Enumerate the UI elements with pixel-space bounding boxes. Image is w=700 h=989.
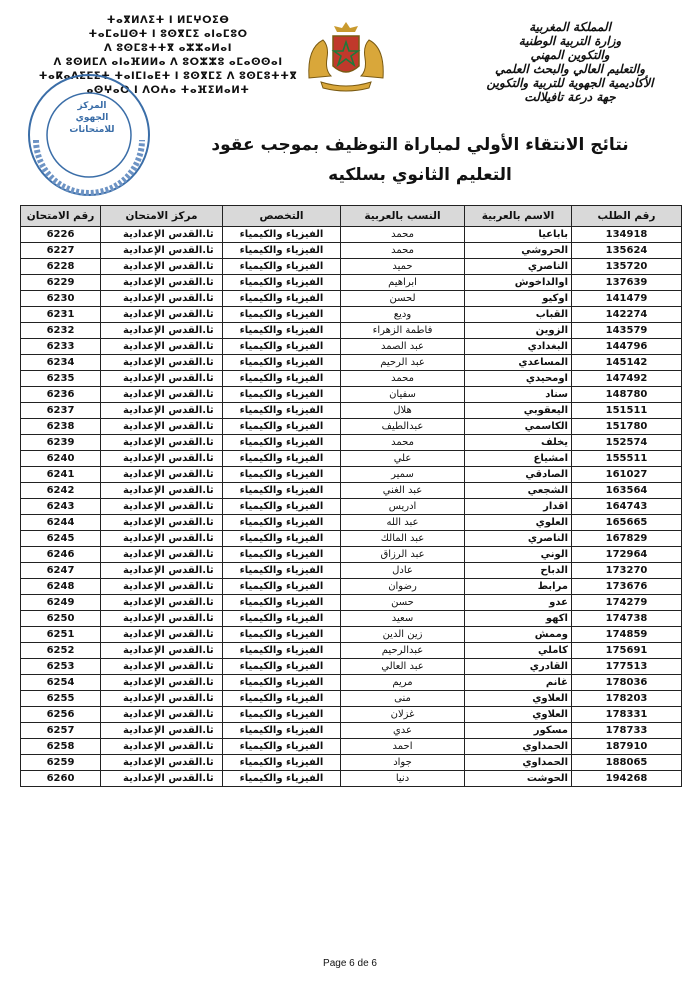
- cell-last-name: الزوين: [465, 323, 572, 339]
- cell-exam-no: 6227: [21, 243, 101, 259]
- cell-specialty: الفيزياء والكيمياء: [223, 403, 341, 419]
- cell-last-name: اومحيدي: [465, 371, 572, 387]
- cell-specialty: الفيزياء والكيمياء: [223, 243, 341, 259]
- cell-exam-center: ثا.القدس الإعدادية: [101, 275, 223, 291]
- cell-candidate-no: 163564: [572, 483, 682, 499]
- cell-first-name: غزلان: [341, 707, 465, 723]
- cell-exam-center: ثا.القدس الإعدادية: [101, 307, 223, 323]
- cell-specialty: الفيزياء والكيمياء: [223, 355, 341, 371]
- cell-specialty: الفيزياء والكيمياء: [223, 627, 341, 643]
- cell-candidate-no: 175691: [572, 643, 682, 659]
- cell-specialty: الفيزياء والكيمياء: [223, 611, 341, 627]
- cell-exam-center: ثا.القدس الإعدادية: [101, 563, 223, 579]
- cell-candidate-no: 194268: [572, 771, 682, 787]
- cell-candidate-no: 173270: [572, 563, 682, 579]
- tifinagh-line: ⴷ ⵓⵙⵍⵎⴷ ⴰⵏⴰⴼⵍⵍⴰ ⴷ ⵓⵔⵣⵣⵓ ⴰⵎⴰⵙⵙⴰⵏ: [53, 57, 283, 68]
- cell-exam-no: 6253: [21, 659, 101, 675]
- cell-exam-no: 6259: [21, 755, 101, 771]
- table-row: [21, 467, 682, 483]
- cell-specialty: الفيزياء والكيمياء: [223, 595, 341, 611]
- cell-candidate-no: 142274: [572, 307, 682, 323]
- cell-candidate-no: 134918: [572, 227, 682, 243]
- cell-first-name: لحسن: [341, 291, 465, 307]
- cell-specialty: الفيزياء والكيمياء: [223, 227, 341, 243]
- table-row: [21, 387, 682, 403]
- table-row: [21, 227, 682, 243]
- cell-exam-no: 6252: [21, 643, 101, 659]
- cell-exam-no: 6243: [21, 499, 101, 515]
- cell-exam-center: ثا.القدس الإعدادية: [101, 723, 223, 739]
- cell-exam-center: ثا.القدس الإعدادية: [101, 371, 223, 387]
- cell-candidate-no: 178733: [572, 723, 682, 739]
- table-row: [21, 403, 682, 419]
- cell-last-name: كاملي: [465, 643, 572, 659]
- tifinagh-line: ⴰⵙⵖⴰⵔ ⵏ ⴷⵔⵄⴰ ⵜⴰⴼⵉⵍⴰⵍⵜ: [86, 85, 250, 96]
- table-row: [21, 547, 682, 563]
- table-row: [21, 771, 682, 787]
- cell-exam-center: ثا.القدس الإعدادية: [101, 755, 223, 771]
- cell-specialty: الفيزياء والكيمياء: [223, 307, 341, 323]
- header-exam-no: رقم الامتحان: [21, 206, 101, 227]
- cell-exam-center: ثا.القدس الإعدادية: [101, 403, 223, 419]
- cell-candidate-no: 174859: [572, 627, 682, 643]
- cell-exam-no: 6245: [21, 531, 101, 547]
- cell-first-name: هلال: [341, 403, 465, 419]
- cell-exam-no: 6232: [21, 323, 101, 339]
- cell-last-name: العلاوي: [465, 707, 572, 723]
- cell-exam-no: 6238: [21, 419, 101, 435]
- cell-exam-no: 6233: [21, 339, 101, 355]
- cell-exam-center: ثا.القدس الإعدادية: [101, 611, 223, 627]
- cell-candidate-no: 172964: [572, 547, 682, 563]
- header-exam-center: مركز الامتحان: [101, 206, 223, 227]
- cell-first-name: رضوان: [341, 579, 465, 595]
- cell-last-name: البغدادي: [465, 339, 572, 355]
- tifinagh-line: ⵜⴰⴽⴰⴷⵉⵎⵉⵜ ⵜⴰⵏⵎⵏⴰⴹⵜ ⵏ ⵓⵙⴳⵎⵉ ⴷ ⵓⵙⵎⵓⵜⵜⴳ: [38, 71, 298, 82]
- cell-exam-no: 6247: [21, 563, 101, 579]
- table-header-row: [21, 206, 682, 227]
- cell-last-name: اقدار: [465, 499, 572, 515]
- table-row: [21, 755, 682, 771]
- ministry-line: جهة درعة تافيلالت: [524, 90, 616, 104]
- cell-exam-no: 6236: [21, 387, 101, 403]
- cell-exam-center: ثا.القدس الإعدادية: [101, 675, 223, 691]
- cell-first-name: محمد: [341, 371, 465, 387]
- header-ministry-block: [460, 20, 680, 104]
- stamp-line: المركز: [77, 101, 107, 111]
- cell-specialty: الفيزياء والكيمياء: [223, 723, 341, 739]
- cell-exam-center: ثا.القدس الإعدادية: [101, 435, 223, 451]
- tifinagh-line: ⵜⴰⴳⵍⴷⵉⵜ ⵏ ⵍⵎⵖⵔⵉⴱ: [106, 15, 230, 26]
- ministry-line: والتكوين المهني: [530, 48, 610, 62]
- cell-first-name: عبدالطيف: [341, 419, 465, 435]
- results-table-wrapper: [20, 205, 681, 787]
- table-row: [21, 355, 682, 371]
- cell-last-name: يخلف: [465, 435, 572, 451]
- table-row: [21, 691, 682, 707]
- cell-first-name: عادل: [341, 563, 465, 579]
- cell-exam-no: 6235: [21, 371, 101, 387]
- cell-first-name: فاطمة الزهراء: [341, 323, 465, 339]
- cell-specialty: الفيزياء والكيمياء: [223, 691, 341, 707]
- cell-candidate-no: 161027: [572, 467, 682, 483]
- cell-first-name: عبدالرحيم: [341, 643, 465, 659]
- table-row: [21, 595, 682, 611]
- document-title: [150, 130, 690, 190]
- cell-first-name: عبد العالي: [341, 659, 465, 675]
- table-row: [21, 675, 682, 691]
- cell-candidate-no: 135624: [572, 243, 682, 259]
- cell-exam-no: 6241: [21, 467, 101, 483]
- cell-candidate-no: 164743: [572, 499, 682, 515]
- cell-first-name: جواد: [341, 755, 465, 771]
- cell-last-name: وممش: [465, 627, 572, 643]
- cell-exam-center: ثا.القدس الإعدادية: [101, 243, 223, 259]
- cell-last-name: سناد: [465, 387, 572, 403]
- cell-exam-center: ثا.القدس الإعدادية: [101, 707, 223, 723]
- header-first-name: النسب بالعربية: [341, 206, 465, 227]
- cell-specialty: الفيزياء والكيمياء: [223, 563, 341, 579]
- cell-specialty: الفيزياء والكيمياء: [223, 771, 341, 787]
- cell-exam-no: 6254: [21, 675, 101, 691]
- cell-first-name: عبد الله: [341, 515, 465, 531]
- cell-candidate-no: 178331: [572, 707, 682, 723]
- cell-exam-center: ثا.القدس الإعدادية: [101, 627, 223, 643]
- cell-specialty: الفيزياء والكيمياء: [223, 547, 341, 563]
- cell-specialty: الفيزياء والكيمياء: [223, 675, 341, 691]
- cell-exam-no: 6244: [21, 515, 101, 531]
- cell-candidate-no: 178203: [572, 691, 682, 707]
- cell-first-name: احمد: [341, 739, 465, 755]
- cell-exam-no: 6257: [21, 723, 101, 739]
- cell-first-name: عبد المالك: [341, 531, 465, 547]
- cell-first-name: سمير: [341, 467, 465, 483]
- cell-last-name: القادري: [465, 659, 572, 675]
- cell-candidate-no: 187910: [572, 739, 682, 755]
- table-row: [21, 323, 682, 339]
- ministry-line: المملكة المغربية: [529, 20, 611, 34]
- cell-exam-center: ثا.القدس الإعدادية: [101, 259, 223, 275]
- cell-candidate-no: 178036: [572, 675, 682, 691]
- table-row: [21, 723, 682, 739]
- stamp-line: الجهوي: [75, 113, 109, 123]
- cell-candidate-no: 152574: [572, 435, 682, 451]
- cell-exam-no: 6249: [21, 595, 101, 611]
- cell-last-name: عدو: [465, 595, 572, 611]
- cell-last-name: القباب: [465, 307, 572, 323]
- cell-exam-center: ثا.القدس الإعدادية: [101, 659, 223, 675]
- cell-first-name: عدي: [341, 723, 465, 739]
- cell-first-name: وديع: [341, 307, 465, 323]
- cell-specialty: الفيزياء والكيمياء: [223, 515, 341, 531]
- table-row: [21, 275, 682, 291]
- cell-exam-center: ثا.القدس الإعدادية: [101, 483, 223, 499]
- cell-first-name: حسن: [341, 595, 465, 611]
- cell-exam-no: 6228: [21, 259, 101, 275]
- cell-exam-center: ثا.القدس الإعدادية: [101, 323, 223, 339]
- cell-last-name: اوكيو: [465, 291, 572, 307]
- table-row: [21, 451, 682, 467]
- header-candidate-no: رقم الطلب: [572, 206, 682, 227]
- cell-exam-center: ثا.القدس الإعدادية: [101, 691, 223, 707]
- cell-candidate-no: 188065: [572, 755, 682, 771]
- cell-last-name: الناصري: [465, 531, 572, 547]
- cell-specialty: الفيزياء والكيمياء: [223, 707, 341, 723]
- cell-last-name: المساعدي: [465, 355, 572, 371]
- cell-exam-no: 6260: [21, 771, 101, 787]
- cell-first-name: ادريس: [341, 499, 465, 515]
- table-row: [21, 611, 682, 627]
- cell-candidate-no: 137639: [572, 275, 682, 291]
- cell-specialty: الفيزياء والكيمياء: [223, 499, 341, 515]
- cell-exam-no: 6239: [21, 435, 101, 451]
- cell-first-name: ابراهيم: [341, 275, 465, 291]
- cell-last-name: الوني: [465, 547, 572, 563]
- cell-exam-center: ثا.القدس الإعدادية: [101, 643, 223, 659]
- cell-last-name: امشياع: [465, 451, 572, 467]
- cell-candidate-no: 151780: [572, 419, 682, 435]
- cell-exam-center: ثا.القدس الإعدادية: [101, 339, 223, 355]
- cell-specialty: الفيزياء والكيمياء: [223, 467, 341, 483]
- cell-exam-center: ثا.القدس الإعدادية: [101, 531, 223, 547]
- cell-exam-center: ثا.القدس الإعدادية: [101, 227, 223, 243]
- cell-exam-no: 6237: [21, 403, 101, 419]
- cell-last-name: الكاسمي: [465, 419, 572, 435]
- cell-exam-no: 6242: [21, 483, 101, 499]
- cell-specialty: الفيزياء والكيمياء: [223, 259, 341, 275]
- cell-exam-no: 6230: [21, 291, 101, 307]
- cell-last-name: العلاوي: [465, 691, 572, 707]
- cell-exam-center: ثا.القدس الإعدادية: [101, 387, 223, 403]
- cell-candidate-no: 167829: [572, 531, 682, 547]
- cell-specialty: الفيزياء والكيمياء: [223, 755, 341, 771]
- cell-specialty: الفيزياء والكيمياء: [223, 323, 341, 339]
- cell-first-name: عبد الغني: [341, 483, 465, 499]
- table-row: [21, 739, 682, 755]
- cell-candidate-no: 143579: [572, 323, 682, 339]
- cell-exam-no: 6229: [21, 275, 101, 291]
- cell-specialty: الفيزياء والكيمياء: [223, 339, 341, 355]
- cell-specialty: الفيزياء والكيمياء: [223, 643, 341, 659]
- cell-exam-no: 6258: [21, 739, 101, 755]
- cell-exam-center: ثا.القدس الإعدادية: [101, 547, 223, 563]
- cell-exam-center: ثا.القدس الإعدادية: [101, 467, 223, 483]
- cell-specialty: الفيزياء والكيمياء: [223, 659, 341, 675]
- table-body: [21, 227, 682, 787]
- cell-last-name: اليعقوبي: [465, 403, 572, 419]
- cell-candidate-no: 174738: [572, 611, 682, 627]
- cell-exam-center: ثا.القدس الإعدادية: [101, 595, 223, 611]
- cell-specialty: الفيزياء والكيمياء: [223, 387, 341, 403]
- cell-first-name: زين الدين: [341, 627, 465, 643]
- cell-specialty: الفيزياء والكيمياء: [223, 451, 341, 467]
- cell-exam-no: 6226: [21, 227, 101, 243]
- stamp-line: للامتحانات: [69, 125, 115, 135]
- cell-first-name: دنيا: [341, 771, 465, 787]
- cell-exam-center: ثا.القدس الإعدادية: [101, 499, 223, 515]
- cell-first-name: عبد الرحيم: [341, 355, 465, 371]
- cell-last-name: الحروشي: [465, 243, 572, 259]
- table-row: [21, 579, 682, 595]
- table-row: [21, 259, 682, 275]
- coat-of-arms-icon: [303, 18, 389, 94]
- cell-first-name: محمد: [341, 435, 465, 451]
- cell-specialty: الفيزياء والكيمياء: [223, 531, 341, 547]
- table-row: [21, 531, 682, 547]
- cell-candidate-no: 144796: [572, 339, 682, 355]
- cell-candidate-no: 174279: [572, 595, 682, 611]
- cell-last-name: الدباح: [465, 563, 572, 579]
- ministry-line: الأكاديمية الجهوية للتربية والتكوين: [486, 76, 654, 90]
- cell-exam-no: 6251: [21, 627, 101, 643]
- cell-specialty: الفيزياء والكيمياء: [223, 435, 341, 451]
- results-table: [20, 205, 682, 787]
- cell-exam-center: ثا.القدس الإعدادية: [101, 579, 223, 595]
- title-line-2: التعليم الثانوي بسلكيه: [328, 165, 512, 185]
- cell-exam-center: ثا.القدس الإعدادية: [101, 355, 223, 371]
- tifinagh-line: ⵜⴰⵎⴰⵡⵙⵜ ⵏ ⵓⵙⴳⵎⵉ ⴰⵏⴰⵎⵓⵔ: [88, 29, 248, 40]
- table-row: [21, 339, 682, 355]
- cell-last-name: باباعيا: [465, 227, 572, 243]
- cell-first-name: علي: [341, 451, 465, 467]
- cell-specialty: الفيزياء والكيمياء: [223, 739, 341, 755]
- cell-last-name: مرابط: [465, 579, 572, 595]
- cell-last-name: الشجعي: [465, 483, 572, 499]
- cell-last-name: اكهو: [465, 611, 572, 627]
- cell-first-name: مريم: [341, 675, 465, 691]
- table-row: [21, 419, 682, 435]
- table-row: [21, 483, 682, 499]
- cell-last-name: الحمداوي: [465, 755, 572, 771]
- table-row: [21, 659, 682, 675]
- table-row: [21, 499, 682, 515]
- cell-exam-center: ثا.القدس الإعدادية: [101, 771, 223, 787]
- cell-last-name: الحوشت: [465, 771, 572, 787]
- table-row: [21, 627, 682, 643]
- cell-exam-no: 6240: [21, 451, 101, 467]
- table-row: [21, 435, 682, 451]
- cell-candidate-no: 151511: [572, 403, 682, 419]
- cell-candidate-no: 141479: [572, 291, 682, 307]
- cell-exam-no: 6250: [21, 611, 101, 627]
- cell-candidate-no: 155511: [572, 451, 682, 467]
- ministry-line: وزارة التربية الوطنية: [518, 34, 622, 48]
- cell-first-name: منى: [341, 691, 465, 707]
- cell-first-name: سعيد: [341, 611, 465, 627]
- header-last-name: الاسم بالعربية: [465, 206, 572, 227]
- tifinagh-line: ⴷ ⵓⵙⵎⵓⵜⵜⴳ ⴰⵣⵣⴰⵍⴰⵏ: [104, 43, 232, 54]
- cell-exam-no: 6248: [21, 579, 101, 595]
- cell-candidate-no: 173676: [572, 579, 682, 595]
- table-row: [21, 515, 682, 531]
- cell-first-name: سفيان: [341, 387, 465, 403]
- cell-last-name: الصادقي: [465, 467, 572, 483]
- cell-specialty: الفيزياء والكيمياء: [223, 371, 341, 387]
- cell-candidate-no: 148780: [572, 387, 682, 403]
- cell-specialty: الفيزياء والكيمياء: [223, 579, 341, 595]
- cell-last-name: الحمداوي: [465, 739, 572, 755]
- cell-exam-center: ثا.القدس الإعدادية: [101, 515, 223, 531]
- cell-candidate-no: 165665: [572, 515, 682, 531]
- table-row: [21, 291, 682, 307]
- cell-candidate-no: 145142: [572, 355, 682, 371]
- table-row: [21, 371, 682, 387]
- table-row: [21, 243, 682, 259]
- cell-first-name: عبد الصمد: [341, 339, 465, 355]
- cell-exam-no: 6255: [21, 691, 101, 707]
- cell-last-name: غانم: [465, 675, 572, 691]
- cell-exam-center: ثا.القدس الإعدادية: [101, 419, 223, 435]
- cell-candidate-no: 147492: [572, 371, 682, 387]
- cell-candidate-no: 135720: [572, 259, 682, 275]
- cell-last-name: الناصري: [465, 259, 572, 275]
- cell-first-name: محمد: [341, 243, 465, 259]
- page-number: Page 6 de 6: [323, 958, 377, 969]
- table-row: [21, 643, 682, 659]
- cell-first-name: حميد: [341, 259, 465, 275]
- cell-specialty: الفيزياء والكيمياء: [223, 291, 341, 307]
- cell-first-name: محمد: [341, 227, 465, 243]
- table-row: [21, 707, 682, 723]
- title-line-1: نتائج الانتقاء الأولي لمباراة التوظيف بموجب عقود: [211, 135, 629, 155]
- cell-exam-center: ثا.القدس الإعدادية: [101, 451, 223, 467]
- ministry-line: والتعليم العالي والبحث العلمي: [494, 62, 646, 76]
- table-row: [21, 563, 682, 579]
- cell-specialty: الفيزياء والكيمياء: [223, 275, 341, 291]
- stamp-text: [52, 100, 132, 136]
- cell-specialty: الفيزياء والكيمياء: [223, 483, 341, 499]
- cell-exam-no: 6256: [21, 707, 101, 723]
- cell-exam-no: 6234: [21, 355, 101, 371]
- cell-first-name: عبد الرزاق: [341, 547, 465, 563]
- cell-last-name: اوالداخوش: [465, 275, 572, 291]
- cell-candidate-no: 177513: [572, 659, 682, 675]
- cell-exam-center: ثا.القدس الإعدادية: [101, 291, 223, 307]
- cell-exam-center: ثا.القدس الإعدادية: [101, 739, 223, 755]
- cell-last-name: مسكور: [465, 723, 572, 739]
- cell-exam-no: 6246: [21, 547, 101, 563]
- cell-specialty: الفيزياء والكيمياء: [223, 419, 341, 435]
- cell-exam-no: 6231: [21, 307, 101, 323]
- table-row: [21, 307, 682, 323]
- header-specialty: التخصص: [223, 206, 341, 227]
- cell-last-name: العلوي: [465, 515, 572, 531]
